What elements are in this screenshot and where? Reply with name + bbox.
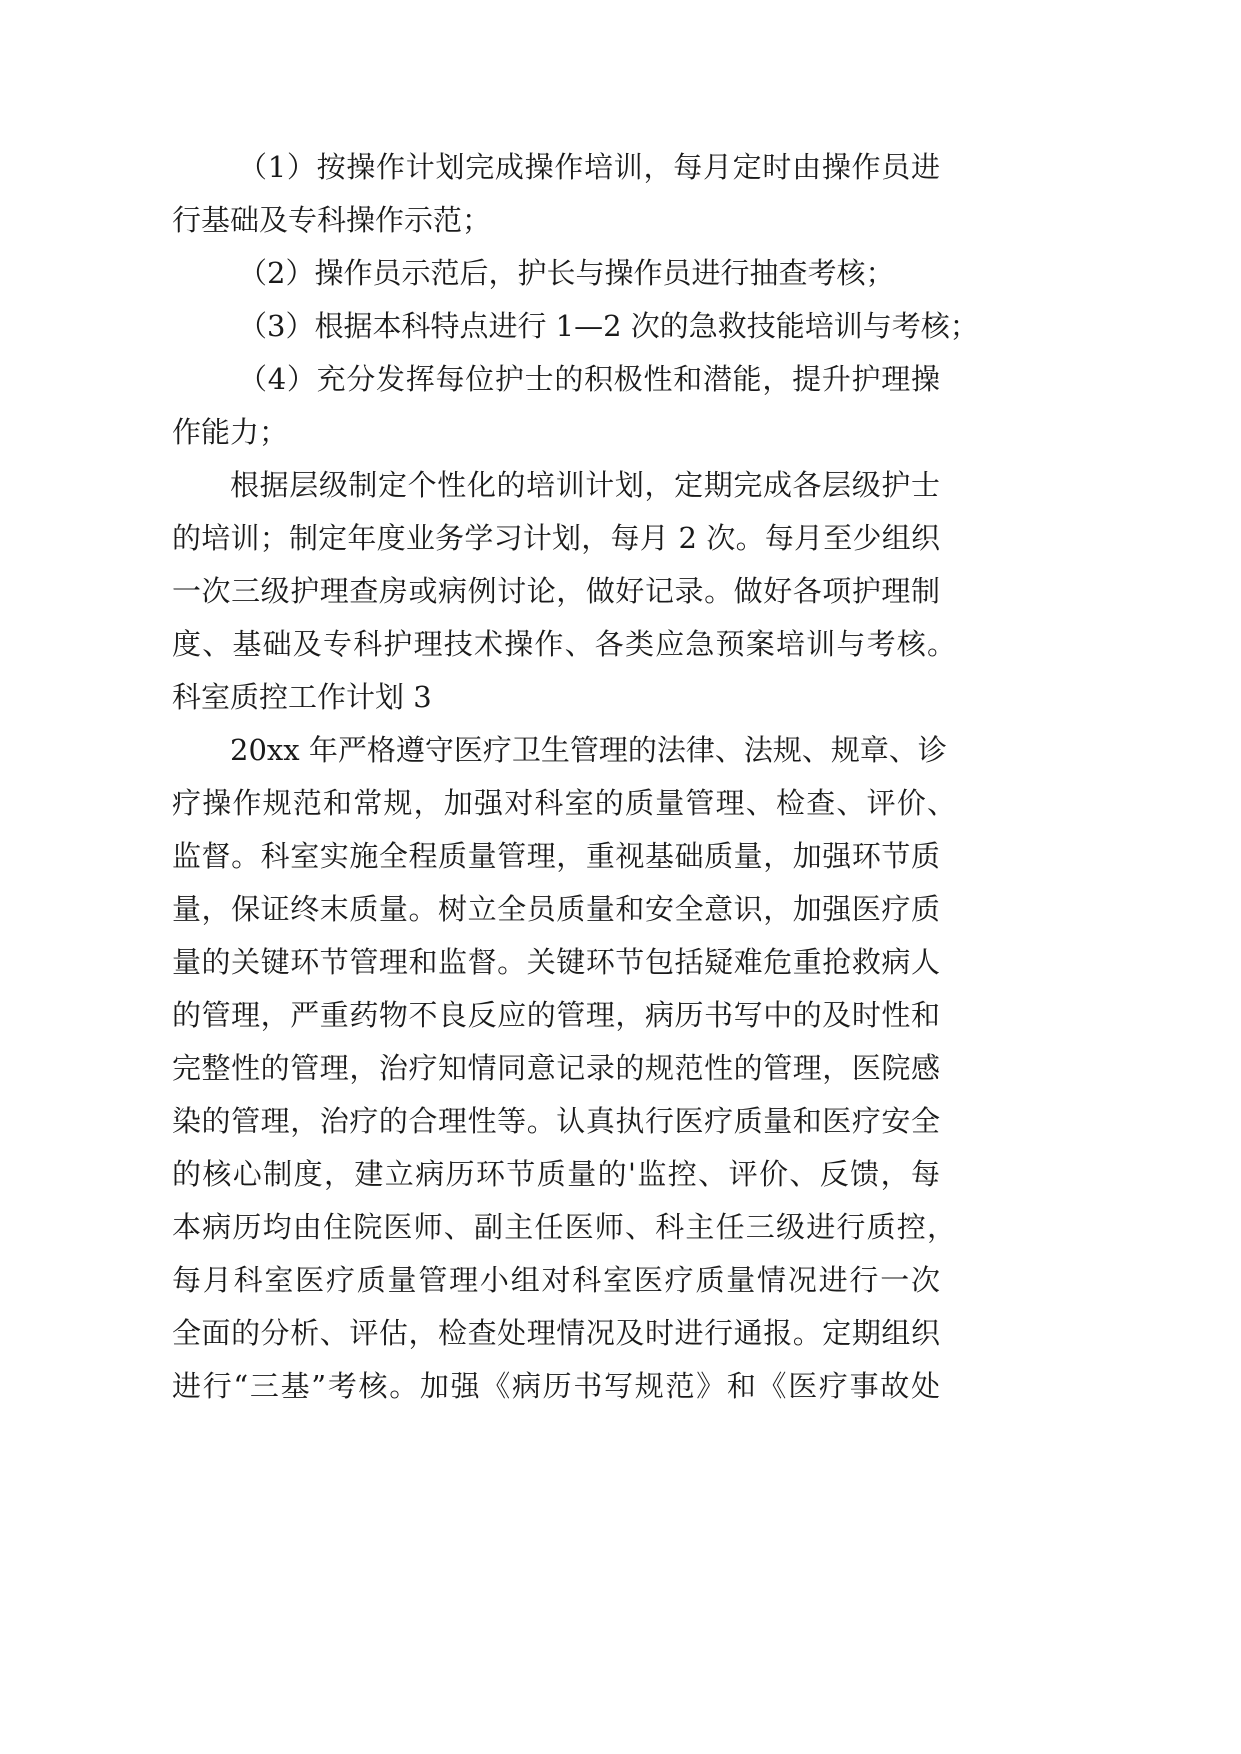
text-line: 完整性的管理，治疗知情同意记录的规范性的管理，医院感 (172, 1051, 940, 1085)
text-line: 一次三级护理查房或病例讨论，做好记录。做好各项护理制 (172, 574, 940, 608)
text-line: 量，保证终末质量。树立全员质量和安全意识，加强医疗质 (172, 892, 940, 926)
text-line: 进行“三基”考核。加强《病历书写规范》和《医疗事故处 (172, 1369, 940, 1403)
text-line: 作能力； (172, 415, 289, 449)
text-line: 度、基础及专科护理技术操作、各类应急预案培训与考核。 (172, 627, 956, 661)
text-line: 的培训；制定年度业务学习计划，每月 2 次。每月至少组织 (172, 521, 940, 555)
text-line: 量的关键环节管理和监督。关键环节包括疑难危重抢救病人 (172, 945, 940, 979)
text-line: 监督。科室实施全程质量管理，重视基础质量，加强环节质 (172, 839, 940, 873)
text-line: （2）操作员示范后，护长与操作员进行抽查考核； (238, 256, 895, 290)
section-heading: 科室质控工作计划 3 (172, 680, 432, 714)
text-line: 每月科室医疗质量管理小组对科室医疗质量情况进行一次 (172, 1263, 940, 1297)
text-line: 的核心制度，建立病历环节质量的'监控、评价、反馈，每 (172, 1157, 940, 1191)
text-line: （4）充分发挥每位护士的积极性和潜能，提升护理操 (238, 362, 940, 396)
text-line: （3）根据本科特点进行 1—2 次的急救技能培训与考核； (238, 309, 979, 343)
text-line: 染的管理，治疗的合理性等。认真执行医疗质量和医疗安全 (172, 1104, 940, 1138)
text-line: 的管理，严重药物不良反应的管理，病历书写中的及时性和 (172, 998, 940, 1032)
text-line: 疗操作规范和常规，加强对科室的质量管理、检查、评价、 (172, 786, 956, 820)
text-line: （1）按操作计划完成操作培训，每月定时由操作员进 (238, 150, 940, 184)
text-line: 20xx 年严格遵守医疗卫生管理的法律、法规、规章、诊 (230, 733, 947, 767)
text-line: 行基础及专科操作示范； (172, 203, 492, 237)
text-line: 根据层级制定个性化的培训计划，定期完成各层级护士 (230, 468, 940, 502)
text-line: 全面的分析、评估，检查处理情况及时进行通报。定期组织 (172, 1316, 940, 1350)
text-line: 本病历均由住院医师、副主任医师、科主任三级进行质控， (172, 1210, 956, 1244)
